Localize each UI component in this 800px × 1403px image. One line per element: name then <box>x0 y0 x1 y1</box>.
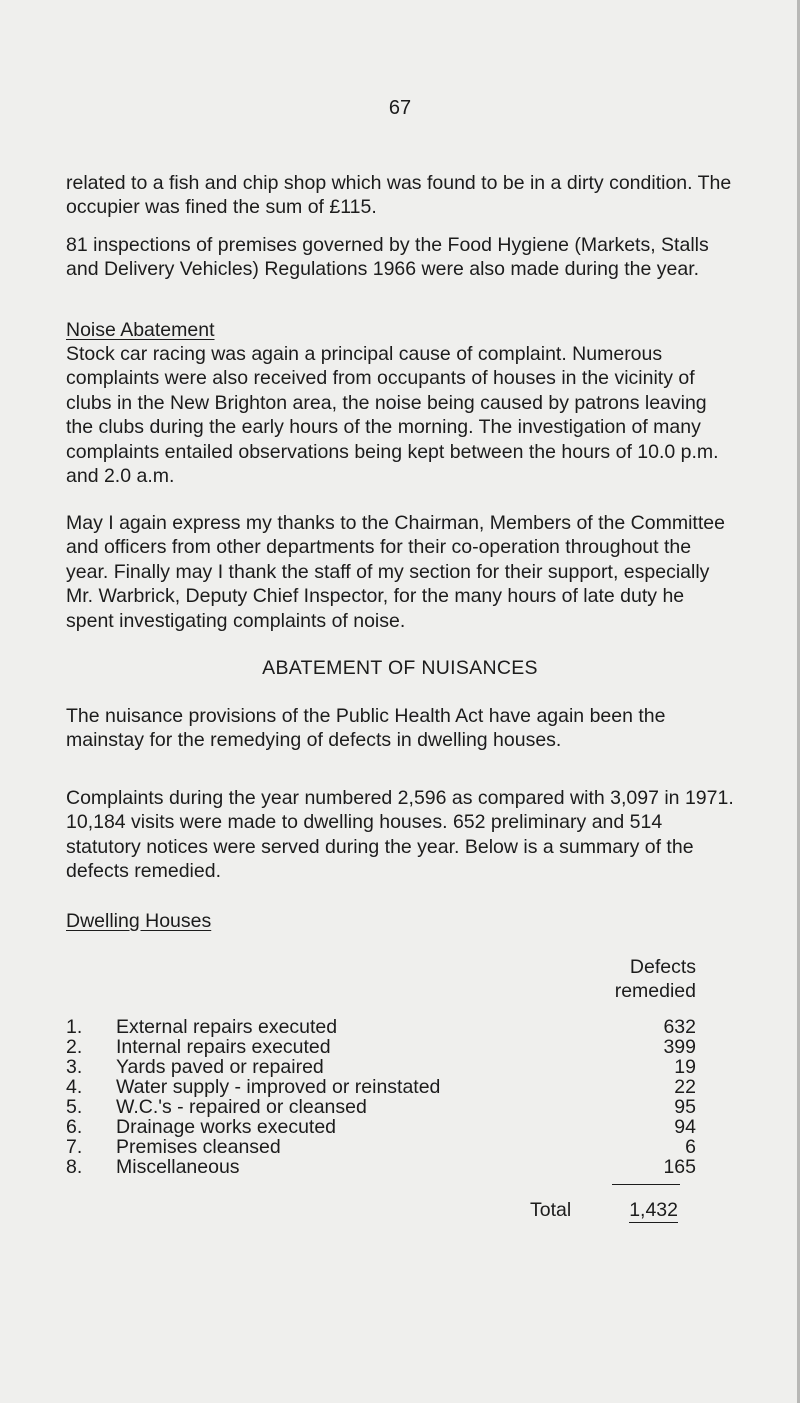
total-rule-divider <box>612 1184 680 1185</box>
item-description: Yards paved or repaired <box>116 1056 324 1078</box>
item-value: 22 <box>674 1076 696 1098</box>
list-item <box>66 1117 696 1137</box>
item-description: Drainage works executed <box>116 1116 337 1138</box>
section-title-abatement: ABATEMENT OF NUISANCES <box>262 657 538 679</box>
list-item <box>66 1137 696 1157</box>
list-item <box>66 1037 696 1057</box>
column-header-line-2: remedied <box>614 980 696 1002</box>
total-value: 1,432 <box>629 1199 678 1221</box>
item-number: 1. <box>66 1016 83 1038</box>
paragraph-nuisance-provisions: The nuisance provisions of the Public Health Act have again been the mainstay for the remedying of defects in dwelling houses. <box>66 705 666 752</box>
list-item <box>66 1157 696 1177</box>
item-number: 5. <box>66 1096 83 1118</box>
item-number: 6. <box>66 1116 83 1138</box>
item-value: 165 <box>663 1156 696 1178</box>
noise-abatement-heading: Noise Abatement <box>66 319 215 341</box>
item-number: 3. <box>66 1056 83 1078</box>
item-description: External repairs executed <box>116 1016 338 1038</box>
item-description: W.C.'s - repaired or cleansed <box>116 1096 367 1118</box>
paragraph-complaints-summary: Complaints during the year numbered 2,596 as compared with 3,097 in 1971. 10,184 visits were made to dwelling houses. 652 preliminary and 514 statutory notices were served during the year. Below is a summary of the defects remedied. <box>66 787 734 883</box>
paragraph-thanks: May I again express my thanks to the Chairman, Members of the Committee and officers from other departments for their co-operation throughout the year. Finally may I thank the staff of my section for their support, especially Mr. Warbrick, Deputy Chief Inspector, for the many hours of late duty he spent investigating complaints of noise. <box>66 512 725 632</box>
item-number: 4. <box>66 1076 83 1098</box>
item-description: Premises cleansed <box>116 1136 281 1158</box>
item-description: Water supply - improved or reinstated <box>116 1076 441 1098</box>
item-value: 399 <box>663 1036 696 1058</box>
list-item <box>66 1057 696 1077</box>
item-value: 632 <box>663 1016 696 1038</box>
total-label: Total <box>530 1199 572 1221</box>
item-value: 94 <box>674 1116 696 1138</box>
item-number: 2. <box>66 1036 83 1058</box>
paragraph-noise-complaints: Stock car racing was again a principal cause of complaint. Numerous complaints were also received from occupants of houses in the vicinity of clubs in the New Brighton area, the noise being caused by patrons leaving the clubs during the early hours of the morning. The investigation of many complaints entailed observations being kept between the hours of 10.0 p.m. and 2.0 a.m. <box>66 343 719 488</box>
defects-remedied-column-header <box>560 955 696 1003</box>
item-description: Miscellaneous <box>116 1156 240 1178</box>
list-item <box>66 1017 696 1037</box>
item-value: 6 <box>685 1136 696 1158</box>
paragraph-food-hygiene-inspections: 81 inspections of premises governed by the Food Hygiene (Markets, Stalls and Delivery Vehicles) Regulations 1966 were also made during the year. <box>66 234 709 281</box>
dwelling-houses-heading: Dwelling Houses <box>66 910 212 932</box>
item-description: Internal repairs executed <box>116 1036 331 1058</box>
column-header-line-1: Defects <box>629 956 696 978</box>
list-item <box>66 1077 696 1097</box>
item-value: 19 <box>674 1056 696 1078</box>
defects-list <box>66 1017 696 1177</box>
list-item <box>66 1097 696 1117</box>
item-number: 7. <box>66 1136 83 1158</box>
paragraph-fish-chip-shop: related to a fish and chip shop which was found to be in a dirty condition. The occupier was fined the sum of £115. <box>66 172 732 219</box>
item-value: 95 <box>674 1096 696 1118</box>
item-number: 8. <box>66 1156 83 1178</box>
page-number: 67 <box>388 97 412 119</box>
